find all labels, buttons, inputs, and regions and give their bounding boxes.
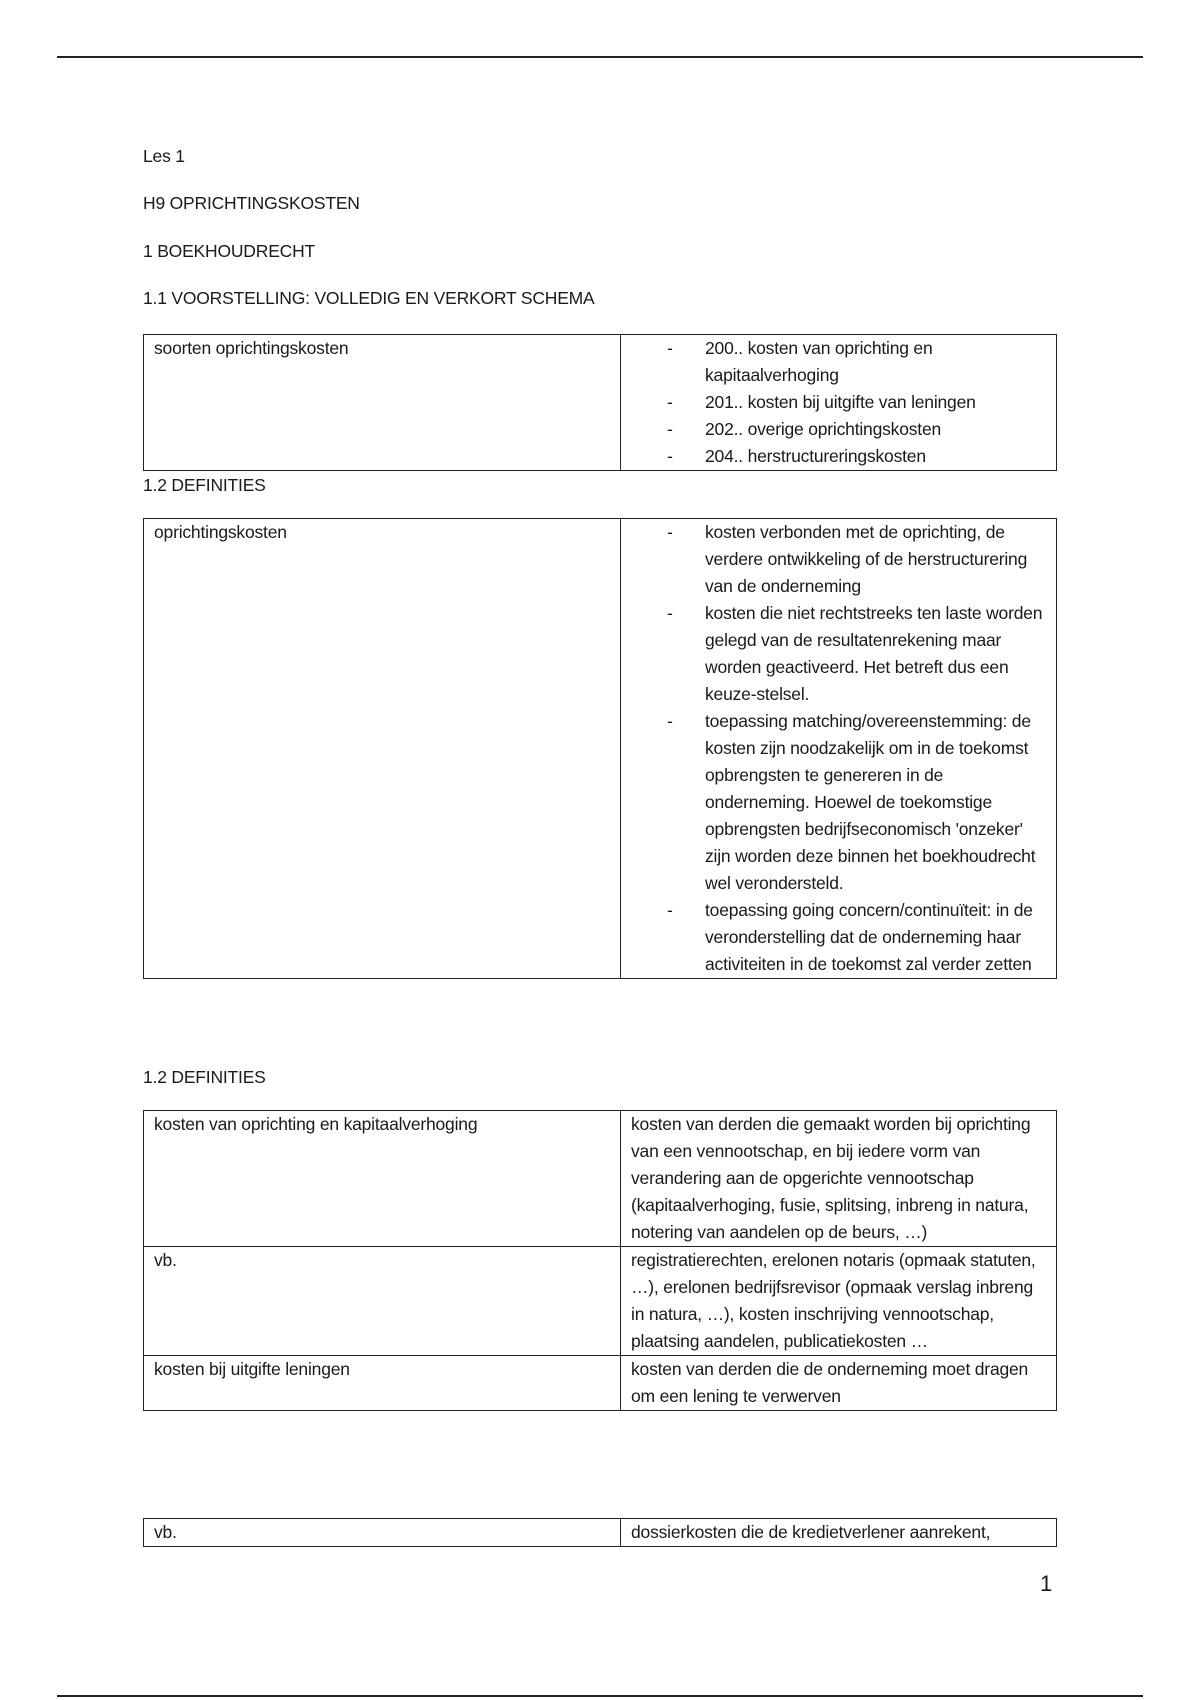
header-rule [57,56,1143,58]
table-row [144,519,1057,979]
table-cell [144,519,621,979]
table-cell [621,1111,1057,1247]
list-item [631,416,1046,443]
dash-bullet: - [667,392,673,412]
footer-rule [57,1695,1143,1697]
cell-text: kosten van derden die de onderneming moet dragen om een lening te verwerven [631,1359,1029,1406]
definitions-detail-table [143,1110,1057,1411]
list-item-text: kosten die niet rechtstreeks ten laste worden gelegd van de resultatenrekening maar worden geactiveerd. Het betreft dus een keuze-stelsel. [705,603,1043,704]
table-cell [144,1111,621,1247]
table-cell [621,1356,1057,1411]
list-item-text: toepassing matching/overeenstemming: de kosten zijn noodzakelijk om in de toekomst opbrengsten te genereren in de onderneming. Hoewel de toekomstige opbrengsten bedrijfseconomisch 'onzeker' zijn worden deze binnen het boekhoudrecht wel verondersteld. [705,711,1036,893]
chapter-title: H9 OPRICHTINGSKOSTEN [143,193,360,213]
table-cell [144,1247,621,1356]
bullet-list [631,335,1046,470]
cell-text: kosten van derden die gemaakt worden bij oprichting van een vennootschap, en bij iedere vorm van verandering aan de opgerichte vennootschap (kapitaalverhoging, fusie, splitsing, inbreng in natura, notering van aandelen op de beurs, …) [631,1114,1031,1242]
list-item-text: 200.. kosten van oprichting en kapitaalverhoging [705,338,933,385]
section-title: 1 BOEKHOUDRECHT [143,241,316,261]
cell-text: vb. [154,1522,177,1542]
list-item-text: kosten verbonden met de oprichting, de verdere ontwikkeling of de herstructurering van de onderneming [705,522,1028,596]
cell-text: registratierechten, erelonen notaris (opmaak statuten, …), erelonen bedrijfsrevisor (opmaak verslag inbreng in natura, …), kosten inschrijving vennootschap, plaatsing aandelen, publicatiekosten … [631,1250,1036,1351]
dash-bullet: - [667,419,673,439]
list-item-text: 204.. herstructureringskosten [705,446,926,466]
list-item [631,897,1046,978]
dash-bullet: - [667,338,673,358]
bullet-list [631,519,1046,978]
list-item-text: toepassing going concern/continuïteit: in de veronderstelling dat de onderneming haar activiteiten in de toekomst zal verder zetten [705,900,1033,974]
cell-text: kosten van oprichting en kapitaalverhoging [154,1114,478,1134]
dash-bullet: - [667,446,673,466]
example-table [143,1518,1057,1547]
list-item [631,600,1046,708]
cell-text: oprichtingskosten [154,522,287,542]
types-table [143,334,1057,471]
table-row [144,1519,1057,1547]
table-cell [621,1247,1057,1356]
table-cell [621,335,1057,471]
table-row [144,1111,1057,1247]
subsection-title: 1.1 VOORSTELLING: VOLLEDIG EN VERKORT SCHEMA [143,288,595,308]
definitions-heading: 1.2 DEFINITIES [143,475,266,495]
dash-bullet: - [667,900,673,920]
definitions-table [143,518,1057,979]
lesson-label: Les 1 [143,146,185,166]
list-item-text: 202.. overige oprichtingskosten [705,419,942,439]
table-cell [144,335,621,471]
table-cell [621,519,1057,979]
cell-text: dossierkosten die de kredietverlener aanrekent, [631,1522,991,1542]
dash-bullet: - [667,711,673,731]
cell-text: kosten bij uitgifte leningen [154,1359,350,1379]
dash-bullet: - [667,603,673,623]
list-item [631,443,1046,470]
page-number: 1 [1040,1571,1053,1596]
list-item [631,519,1046,600]
table-cell [144,1356,621,1411]
dash-bullet: - [667,522,673,542]
table-cell [144,1519,621,1547]
cell-text: soorten oprichtingskosten [154,338,349,358]
list-item [631,708,1046,897]
cell-text: vb. [154,1250,177,1270]
definitions-heading: 1.2 DEFINITIES [143,1067,266,1087]
table-row [144,335,1057,471]
table-row [144,1356,1057,1411]
list-item [631,335,1046,389]
list-item [631,389,1046,416]
table-cell [621,1519,1057,1547]
table-row [144,1247,1057,1356]
list-item-text: 201.. kosten bij uitgifte van leningen [705,392,976,412]
